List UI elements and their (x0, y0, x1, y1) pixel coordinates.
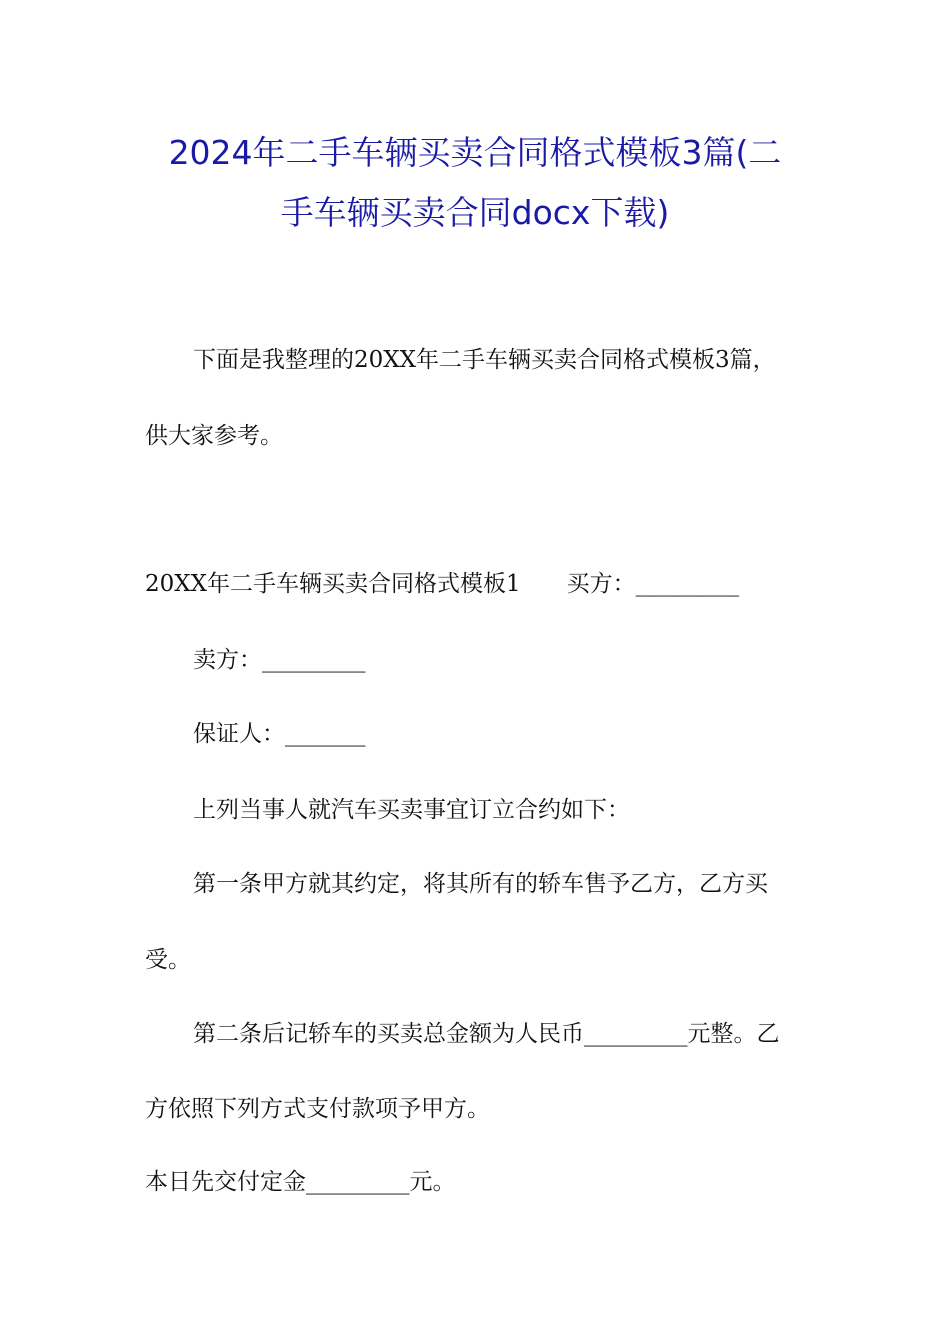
intro-paragraph-line-1: 下面是我整理的20XX年二手车辆买卖合同格式模板3篇， (193, 347, 776, 373)
guarantor-field: 保证人：_______ (193, 721, 366, 747)
intro-paragraph-line-2: 供大家参考。 (145, 423, 283, 449)
parties-agreement-line: 上列当事人就汽车买卖事宜订立合约如下： (193, 797, 630, 823)
seller-field: 卖方：_________ (193, 647, 366, 673)
buyer-field: 买方：_________ (566, 571, 740, 597)
contract-heading-row (145, 569, 739, 599)
section-heading: 20XX年二手车辆买卖合同格式模板1 (145, 571, 521, 597)
article-1-line-1: 第一条甲方就其约定，将其所有的轿车售予乙方，乙方买 (193, 871, 768, 897)
article-1-line-2: 受。 (145, 947, 191, 973)
article-2-line-2: 方依照下列方式支付款项予甲方。 (145, 1096, 490, 1122)
document-title-line-2: 手车辆买卖合同docx下载) (280, 193, 670, 232)
article-2-line-1: 第二条后记轿车的买卖总金额为人民币_________元整。乙 (193, 1021, 780, 1047)
deposit-line: 本日先交付定金_________元。 (145, 1169, 456, 1195)
document-title-line-1: 2024年二手车辆买卖合同格式模板3篇(二 (168, 133, 782, 172)
